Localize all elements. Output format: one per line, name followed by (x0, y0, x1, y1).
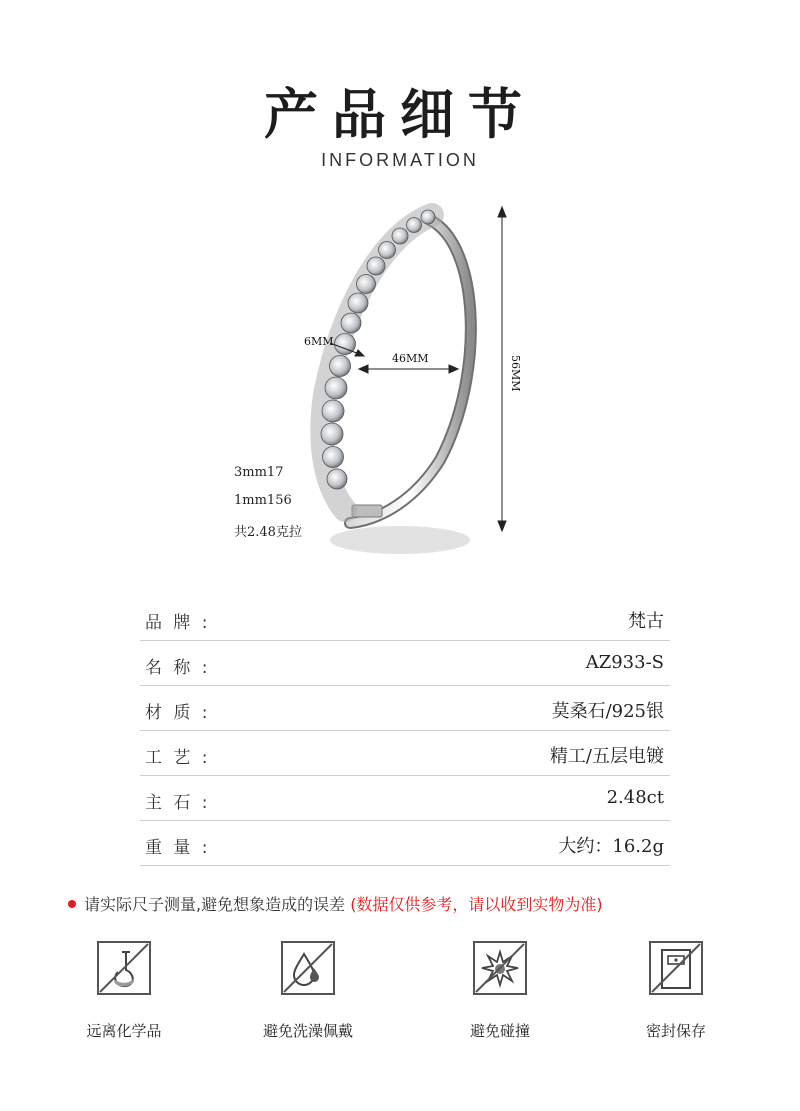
inner-dimension (359, 365, 458, 373)
care-item-storage (606, 940, 746, 1041)
storage-box-icon (648, 940, 704, 996)
width-label: 6MM (304, 335, 334, 348)
spec-row-material (140, 686, 670, 731)
spec-value: 梵古 (628, 611, 664, 632)
spec-value: 2.48ct (606, 787, 664, 808)
spec-row-weight (140, 821, 670, 866)
spec-label: 品 牌 : (145, 613, 211, 633)
spec-value: AZ933-S (585, 652, 664, 673)
inner-diameter-label: 46MM (392, 352, 429, 365)
spec-row-craft (140, 731, 670, 776)
care-label: 避免洗澡佩戴 (262, 1022, 353, 1040)
notice-highlight: (数据仅供参考，请以收到实物为准) (350, 895, 603, 914)
spec-row-brand (140, 596, 670, 641)
spec-table (140, 596, 670, 866)
spec-value: 大约：16.2g (558, 836, 664, 857)
spec-row-main-stone (140, 776, 670, 821)
notice-text: 请实际尺子测量,避免想象造成的误差 (84, 895, 346, 914)
care-item-chemicals (54, 940, 194, 1041)
height-label: 56MM (509, 355, 522, 392)
measurement-notice (68, 892, 768, 915)
care-label: 远离化学品 (86, 1022, 162, 1040)
impact-icon (472, 940, 528, 996)
page-title: 产品细节 (264, 83, 536, 146)
spec-label: 名 称 : (145, 658, 211, 678)
ring-diagram (0, 195, 800, 570)
care-item-bathing (238, 940, 378, 1041)
spec-row-name (140, 641, 670, 686)
care-item-impact (430, 940, 570, 1041)
care-label: 避免碰撞 (469, 1022, 530, 1040)
height-dimension (498, 207, 506, 531)
ring-image (0, 195, 800, 570)
spec-value: 精工/五层电镀 (549, 746, 664, 767)
spec-label: 材 质 : (145, 703, 211, 723)
page-subtitle: INFORMATION (321, 150, 479, 170)
spec-label: 主 石 : (145, 793, 211, 813)
water-drop-icon (280, 940, 336, 996)
stone-note: 共2.48克拉 (234, 525, 302, 540)
chemical-flask-icon (96, 940, 152, 996)
spec-value: 莫桑石/925银 (551, 701, 664, 722)
spec-label: 工 艺 : (145, 748, 211, 768)
bullet-dot-icon (68, 900, 76, 908)
spec-label: 重 量 : (145, 838, 211, 858)
care-label: 密封保存 (645, 1022, 706, 1040)
stone-note: 3mm17 (234, 465, 284, 480)
stone-note: 1mm156 (234, 493, 292, 508)
